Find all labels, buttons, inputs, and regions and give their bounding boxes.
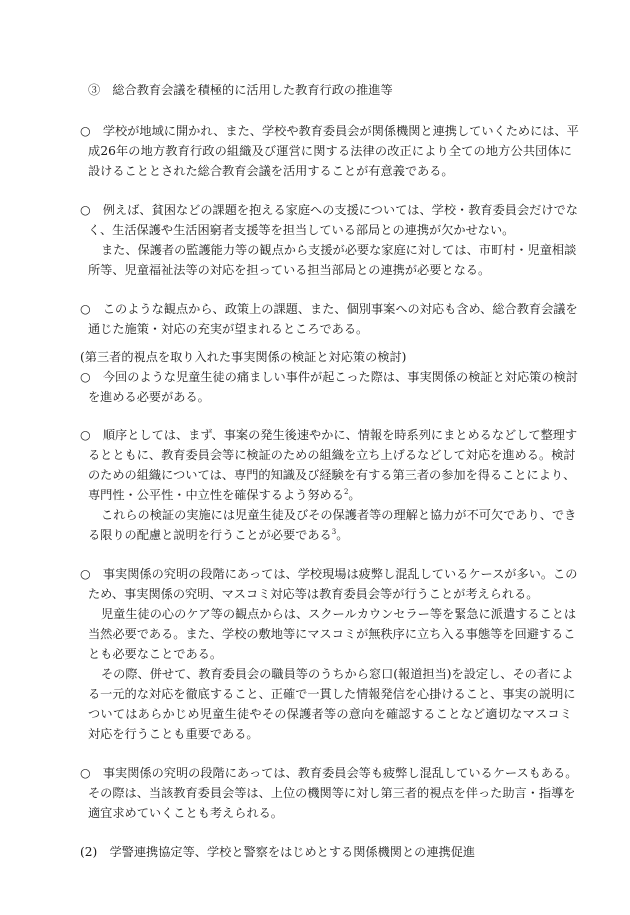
section-heading-3: ③ 総合教育会議を積極的に活用した教育行政の推進等 [88, 83, 393, 97]
p3-line-2: 通じた施策・対応の充実が望まれるところである。 [88, 322, 369, 336]
p1-line-2: 成26年の地方教育行政の組織及び運営に関する法律の改正により全ての地方公共団体に [88, 144, 572, 158]
period: 。 [336, 528, 349, 542]
p2-line-1: ○ 例えば、貧困などの課題を抱える家庭への支援については、学校・教育委員会だけでな [80, 203, 578, 217]
p6-line-4: 当然必要である。また、学校の敷地等にマスコミが無秩序に立ち入る事態等を回避するこ [88, 627, 576, 641]
p1-line-3: 設けることとされた総合教育会議を活用することが有意義である。 [88, 164, 454, 178]
subheading: (第三者的視点を取り入れた事実関係の検証と対応策の検討) [80, 350, 407, 364]
p5-line-1: ○ 順序としては、まず、事案の発生後速やかに、情報を時系列にまとめるなどして整理す [80, 428, 578, 442]
period: 。 [348, 488, 361, 502]
p6-line-6: その際、併せて、教育委員会の職員等のうちから窓口(報道担当)を設定し、その者によ [101, 667, 574, 681]
p7-line-1: ○ 事実関係の究明の段階にあっては、教育委員会等も疲弊し混乱しているケースもある。 [80, 766, 578, 780]
p7-line-2: その際は、当該教育委員会等は、上位の機関等に対し第三者的視点を伴った助言・指導を [88, 786, 576, 800]
section-heading-2: (2) 学警連携協定等、学校と警察をはじめとする関係機関との連携促進 [80, 845, 476, 859]
p7-line-3: 適宜求めていくことも考えられる。 [88, 806, 283, 820]
p6-line-8: ついてはあらかじめ児童生徒やその保護者等の意向を確認することなど適切なマスコミ [88, 707, 572, 721]
p6-line-2: ため、事実関係の究明、マスコミ対応等は教育委員会等が行うことが考えられる。 [88, 587, 539, 601]
p5-line-2: るとともに、教育委員会等に検証のための組織を立ち上げるなどして対応を進める。検討 [88, 448, 576, 462]
p6-line-7: る一元的な対応を徹底すること、正確で一貫した情報発信を心掛けること、事実の説明に [88, 687, 576, 701]
p2-line-2: く、生活保護や生活困窮者支援等を担当している部局との連携が欠かせない。 [88, 223, 515, 237]
p5-line-3: のための組織については、専門的知識及び経験を有する第三者の参加を得ることにより、 [88, 468, 576, 482]
p2-line-3: また、保護者の監護能力等の観点から支援が必要な家庭に対しては、市町村・児童相談 [101, 243, 577, 257]
p5-line-6-text: る限りの配慮と説明を行うことが必要である [88, 528, 332, 542]
p2-line-4: 所等、児童福祉法等の対応を担っている担当部局との連携が必要となる。 [88, 263, 491, 277]
p6-line-3: 児童生徒の心のケア等の観点からは、スクールカウンセラー等を緊急に派遣することは [101, 607, 577, 621]
p6-line-9: 対応を行うことも重要である。 [88, 727, 259, 741]
p5-line-5: これらの検証の実施には児童生徒及びその保護者等の理解と協力が不可欠であり、でき [101, 508, 577, 522]
p5-line-4-text: 専門性・公平性・中立性を確保するよう努める [88, 488, 344, 502]
p3-line-1: ○ このような観点から、政策上の課題、また、個別事案への対応も含め、総合教育会議を [80, 302, 578, 316]
p1-line-1: ○ 学校が地域に開かれ、また、学校や教育委員会が関係機関と連携していくためには、平 [80, 124, 579, 138]
p6-line-1: ○ 事実関係の究明の段階にあっては、学校現場は疲弊し混乱しているケースが多い。この [80, 567, 578, 581]
p6-line-5: とも必要なことである。 [88, 647, 223, 661]
footnote-ref-3: 3 [331, 528, 337, 536]
p5-line-4 [88, 488, 361, 503]
p4-line-2: を進める必要がある。 [88, 390, 210, 404]
footnote-ref-2: 2 [343, 488, 349, 496]
p4-line-1: ○ 今回のような児童生徒の痛ましい事件が起こった際は、事実関係の検証と対応策の検討 [80, 370, 578, 384]
p5-line-6 [88, 528, 348, 543]
